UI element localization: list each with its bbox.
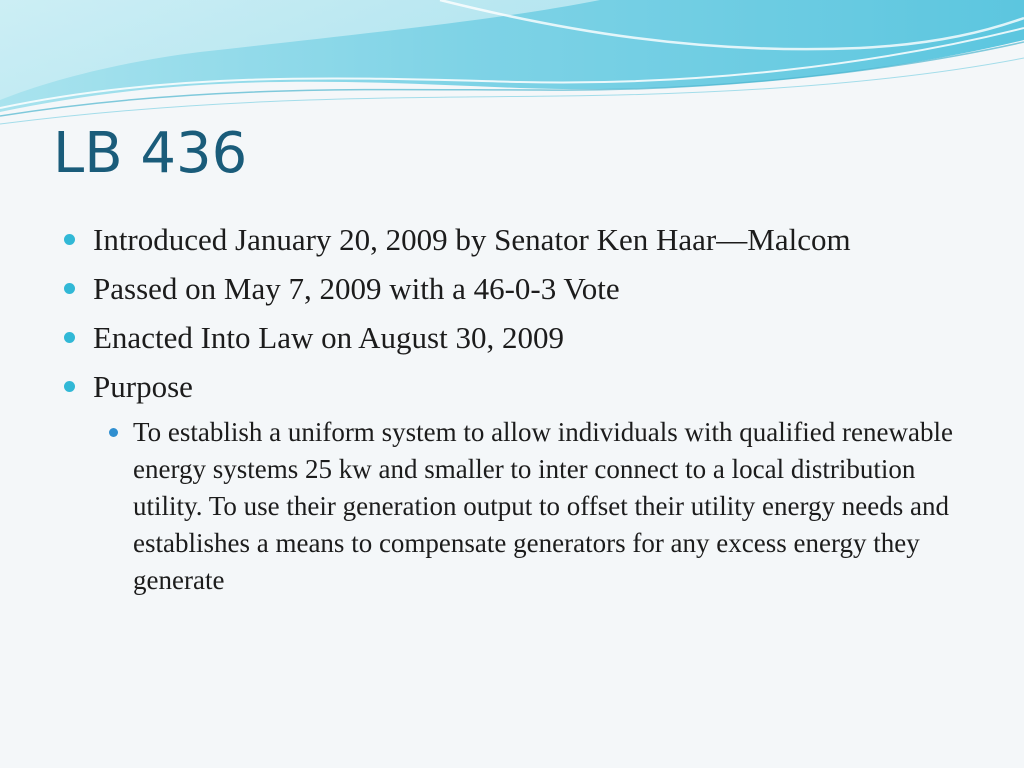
bullet-text: Purpose xyxy=(93,369,193,404)
bullet-dot-icon xyxy=(64,234,75,245)
bullet-text: Passed on May 7, 2009 with a 46-0-3 Vote xyxy=(93,271,620,306)
bullet-item xyxy=(64,318,964,357)
bullet-list xyxy=(64,220,964,609)
bullet-dot-icon xyxy=(64,332,75,343)
bullet-text: Enacted Into Law on August 30, 2009 xyxy=(93,320,564,355)
bullet-dot-icon xyxy=(64,381,75,392)
bullet-item xyxy=(64,367,964,599)
bullet-text: Introduced January 20, 2009 by Senator Ken Haar—Malcom xyxy=(93,222,851,257)
bullet-dot-icon xyxy=(64,283,75,294)
sub-bullet-text: To establish a uniform system to allow individuals with qualified renewable energy systems 25 kw and smaller to inter connect to a local distribution utility. To use their generation output to offset their utility energy needs and establishes a means to compensate generators for any excess energy they generate xyxy=(133,417,953,595)
sub-bullet-dot-icon xyxy=(109,428,118,437)
slide-title: LB 436 xyxy=(53,121,248,186)
bullet-item xyxy=(64,220,964,259)
bullet-item xyxy=(64,269,964,308)
sub-bullet-list xyxy=(93,414,964,599)
sub-bullet-item xyxy=(105,414,964,599)
header-wave-decoration xyxy=(0,0,1024,130)
